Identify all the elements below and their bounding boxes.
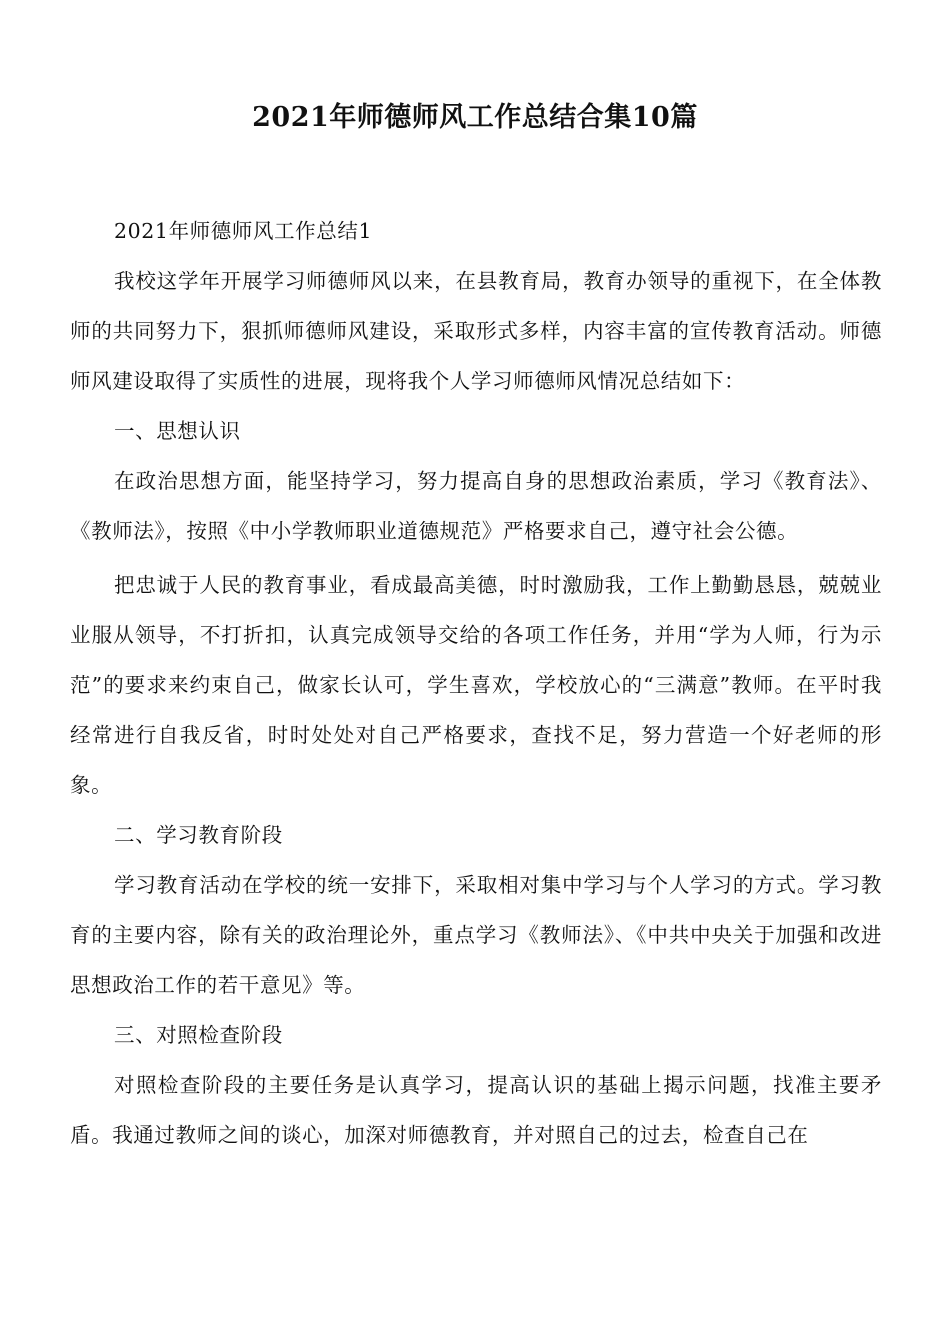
document-title: 2021年师德师风工作总结合集10篇 — [252, 102, 698, 133]
paragraph-political-thought: 在政治思想方面，能坚持学习，努力提高自身的思想政治素质，学习《教育法》、《教师法》，按照《中小学教师职业道德规范》严格要求自己，遵守社会公德。 — [70, 469, 882, 543]
paragraph-study-activities: 学习教育活动在学校的统一安排下，采取相对集中学习与个人学习的方式。学习教育的主要内容，除有关的政治理论外，重点学习《教师法》、《中共中央关于加强和改进思想政治工作的若干意见》等。 — [70, 873, 882, 997]
heading-thought-awareness: 一、思想认识 — [114, 419, 241, 443]
section-title: 2021年师德师风工作总结1 — [114, 219, 373, 243]
document-body — [70, 206, 882, 1160]
paragraph-loyalty: 把忠诚于人民的教育事业，看成最高美德，时时激励我，工作上勤勤恳恳，兢兢业业服从领导，不打折扣，认真完成领导交给的各项工作任务，并用“学为人师，行为示范”的要求来约束自己，做家长认可，学生喜欢，学校放心的“三满意”教师。在平时我经常进行自我反省，时时处处对自己严格要求，查找不足，努力营造一个好老师的形象。 — [70, 573, 882, 797]
paragraph-intro: 我校这学年开展学习师德师风以来，在县教育局，教育办领导的重视下，在全体教师的共同努力下，狠抓师德师风建设，采取形式多样，内容丰富的宣传教育活动。师德师风建设取得了实质性的进展，现将我个人学习师德师风情况总结如下： — [70, 269, 882, 393]
paragraph-review-tasks: 对照检查阶段的主要任务是认真学习，提高认识的基础上揭示问题，找准主要矛盾。我通过教师之间的谈心，加深对师德教育，并对照自己的过去，检查自己在 — [70, 1073, 882, 1147]
heading-study-stage: 二、学习教育阶段 — [114, 823, 283, 847]
heading-review-stage: 三、对照检查阶段 — [114, 1023, 283, 1047]
